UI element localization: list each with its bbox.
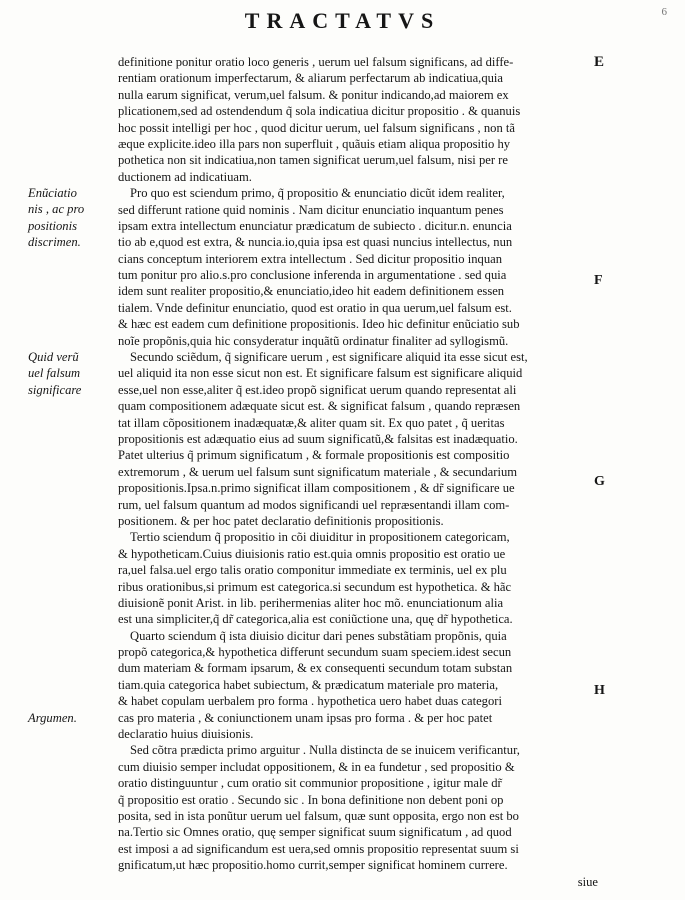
text-line: ribus orationibus,si primum est categorica.si secundum est hypothetica. & hãc [118, 579, 512, 594]
text-line: dum materiam & formam ipsarum, & ex consequenti secundum totam substan [118, 661, 513, 676]
text-line: plicationem,sed ad ostendendum q̃ sola indicatiua dicitur propositio . & quanuis [118, 104, 521, 119]
text-line: Secundo sciẽdum, q̃ significare uerum , est significare aliquid ita esse sicut est, [130, 350, 528, 365]
text-line: cas pro materia , & coniunctionem unam ipsas pro forma . & per hoc patet [118, 710, 493, 725]
marginal-line: discrimen. [28, 235, 81, 250]
marginal-line: nis , ac pro [28, 202, 85, 217]
text-line: oratio distinguuntur , cum oratio sit communior propositione , igitur male dr̃ [118, 776, 502, 791]
text-line: gnificatum,ut hæc propositio.homo currit,semper significat hominem currere. [118, 858, 508, 873]
text-line: q̃ propositio est oratio . Secundo sic . In bona definitione non debent poni op [118, 792, 504, 807]
text-line: ductionem ad indicatiuam. [118, 169, 252, 184]
marginal-line: uel falsum [28, 366, 81, 381]
text-line: uel aliquid ita non esse sicut non est. Et significare falsum est significare aliquid [118, 366, 523, 381]
text-line: propositionis est adæquatio eius ad suum significatũ,& falsitas est inadæquatio. [118, 431, 518, 446]
text-line: propõ categorica,& hypothetica differunt secundum suam speciem.idest secun [118, 645, 512, 660]
text-line: Patet ulterius q̃ primum significatum , & formale propositionis est compositio [118, 448, 510, 463]
text-line: ipsam extra intellectum enunciatur prædicatum de subiecto . dicitur.n. enuncia [118, 218, 512, 233]
text-line: & hypotheticam.Cuius diuisionis ratio est.quia omnis propositio est oratio ue [118, 546, 506, 561]
text-line: sed differunt ratione quid nominis . Nam dicitur enunciatio inquantum penes [118, 202, 504, 217]
text-line: positionem. & per hoc patet declaratio definitionis propositionis. [118, 513, 444, 528]
text-line: est una simpliciter,q̃ dr̃ categorica,alia est coniũctione una, quę dr̃ hypothetica. [118, 612, 513, 627]
text-line: siue [577, 874, 598, 889]
running-title: TRACTATVS [244, 8, 441, 33]
text-line: Sed cõtra prædicta primo arguitur . Nulla distincta de se inuicem verificantur, [130, 743, 520, 758]
text-line: posita, sed in ista ponũtur uerum uel falsum, quæ sunt opposita, ergo non est bo [118, 808, 519, 823]
text-line: tum ponitur pro alio.s.pro conclusione inferenda in argumentatione . sed quia [118, 268, 507, 283]
section-letter-h: H [594, 683, 605, 698]
marginal-argumen [28, 710, 114, 726]
text-line: Tertio sciendum q̃ propositio in cõi diuiditur in propositionem categoricam, [130, 530, 510, 545]
text-line: na.Tertio sic Omnes oratio, quę semper significat suum significatum , ad quod [118, 825, 512, 840]
marginal-line: Quid verũ [28, 350, 79, 364]
marginal-line: Enũciatio [28, 186, 77, 200]
text-line: cum diuisio semper includat oppositionem, & in ea fundetur , sed propositio & [118, 759, 515, 774]
text-line: tialem. Vnde definitur enunciatio, quod est oratio in qua uerum,uel falsum est. [118, 300, 512, 315]
text-line: tiam.quia categorica habet subiectum, & prædicatum materiale pro materia, [118, 677, 499, 692]
text-line: & hæc est eadem cum definitione propositionis. Ideo hic definitur enũciatio sub [118, 317, 520, 332]
section-letter-f: F [594, 273, 603, 288]
text-line: extremorum , & uerum uel falsum sunt significatum materiale , & secundarium [118, 464, 518, 479]
text-line: rentiam orationum imperfectarum, & aliarum perfectarum ab indicatiua,quia [118, 71, 504, 86]
text-line: hoc possit intelligi per hoc , quod dicitur uerum, uel falsum significans , non tã [118, 120, 515, 135]
text-line: & habet copulam uerbalem pro forma . hypothetica uero habet duas categori [118, 694, 502, 709]
section-letter-e: E [594, 54, 605, 70]
text-line: ra,uel falsa.uel ergo talis oratio componitur immediate ex terminis, uel ex plu [118, 563, 507, 578]
text-line: declaratio huius diuisionis. [118, 727, 254, 742]
text-line: diuisionẽ ponit Arist. in lib. perihermenias aliter hoc mõ. enunciationum alia [118, 595, 504, 610]
section-letter-g: G [594, 474, 605, 489]
text-line: definitione ponitur oratio loco generis , uerum uel falsum significans, ad diffe- [118, 55, 514, 69]
marginal-quid-verum [28, 349, 114, 398]
text-line: Pro quo est sciendum primo, q̃ propositio & enunciatio dicũt idem realiter, [130, 186, 505, 201]
marginal-line: positionis [28, 218, 77, 233]
text-line: pothetica non sit indicatiua,non tamen significat uerum,uel falsum, nisi per re [118, 153, 508, 168]
text-line: tio ab e,quod est extra, & nuncia.io,quia ipsa est quasi nuncius intellectus, nun [118, 235, 513, 250]
marginal-enunciatio [28, 185, 114, 251]
text-line: tat illam cõpositionem inadæquatæ,& aliter quam sit. Ex quo patet , q̃ ueritas [118, 415, 505, 430]
text-line: rum, uel falsum quantum ad modos significandi uel repræsentandi illam com- [118, 497, 510, 512]
text-line: idem sunt realiter propositio,& enunciatio,ideo hit eadem definitionem essen [118, 284, 505, 299]
text-line: æque explicite.ideo illa pars non superfluit , quãuis etiam aliqua propositio hy [118, 136, 511, 151]
body-text [118, 54, 598, 890]
text-line: propositionis.Ipsa.n.primo significat illam compositionem , & dr̃ significare ue [118, 481, 515, 496]
text-line: est imposi a ad significandum est uera,sed omnis propositio representat suum si [118, 841, 519, 856]
text-line: esse,uel non esse,aliter q̃ est.ideo propõ significat uerum quando representat ali [118, 382, 517, 397]
text-line: noĩe propõnis,quia hic consyderatur inquãtũ ordinatur finaliter ad syllogismũ. [118, 333, 509, 348]
text-line: nulla earum significat, verum,uel falsum. & ponitur indicando,ad maiorem ex [118, 87, 509, 102]
text-line: quam compositionem adæquate sicut est. & significat falsum , quando repræsen [118, 399, 521, 414]
corner-mark: 6 [661, 6, 667, 18]
marginal-line: significare [28, 382, 82, 397]
text-line: Quarto sciendum q̃ ista diuisio dicitur dari penes substãtiam propõnis, quia [130, 628, 507, 643]
marginal-line: Argumen. [28, 711, 77, 725]
text-line: cians conceptum interiorem extra intellectum . Sed dicitur propositio inquan [118, 251, 503, 266]
